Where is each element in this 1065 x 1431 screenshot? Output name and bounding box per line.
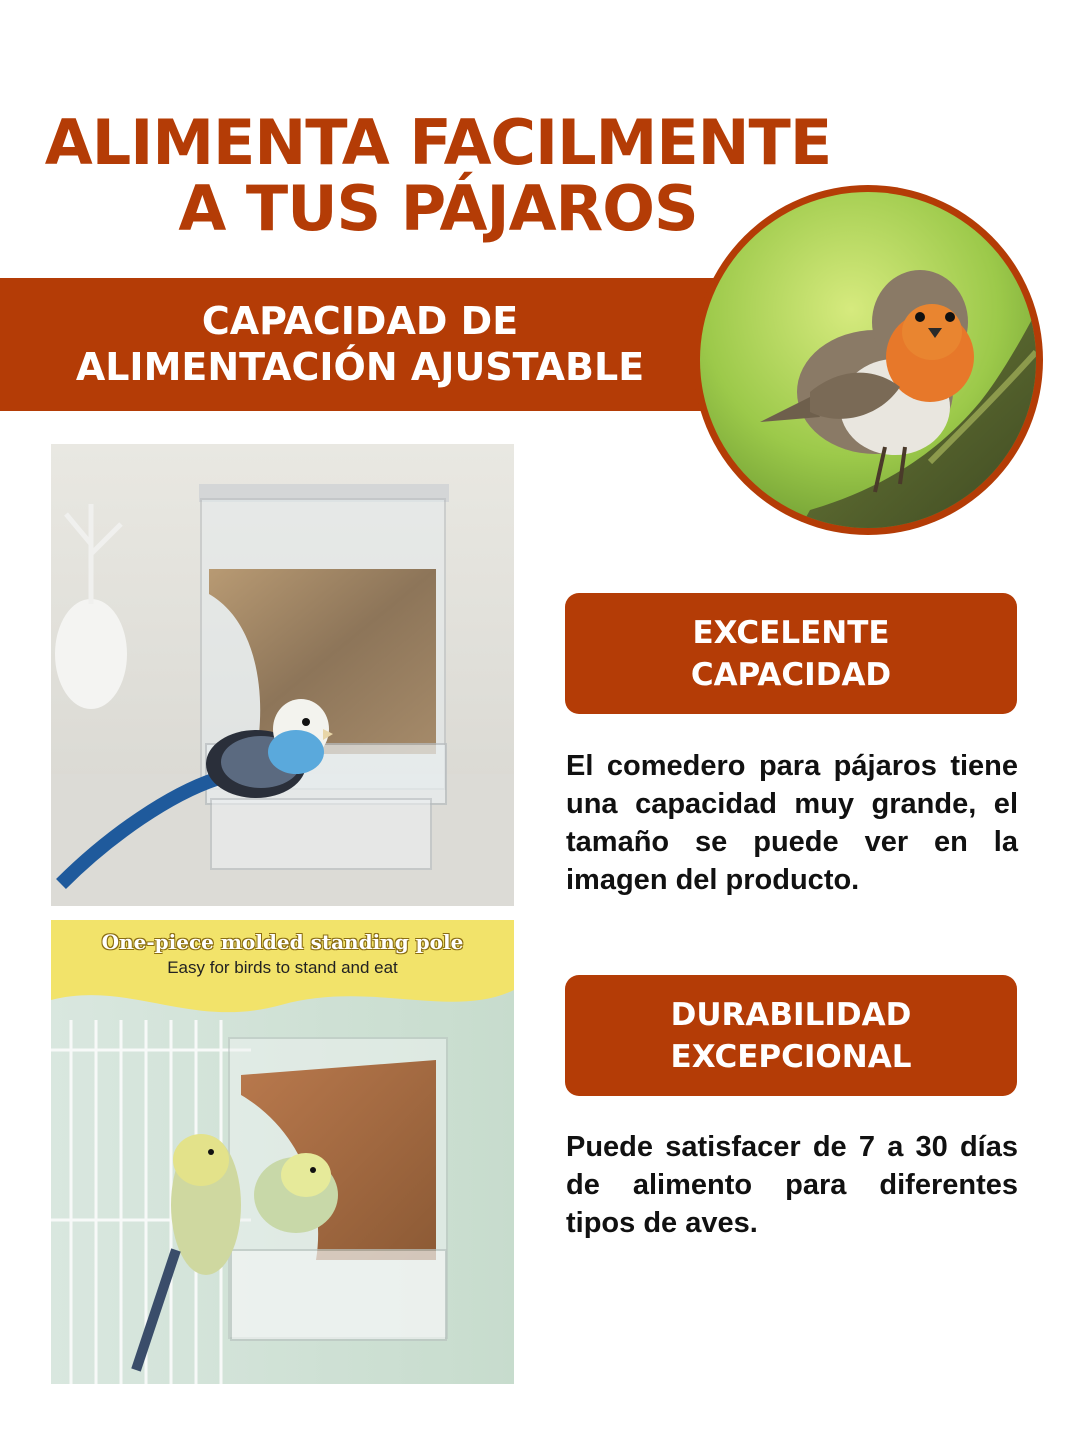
- banner-line2: ALIMENTACIÓN AJUSTABLE: [75, 345, 645, 389]
- feature-description-durability: Puede satisfacer de 7 a 30 días de alimento para diferentes tipos de aves.: [566, 1131, 1018, 1239]
- product-photo-feeder-budgie: [51, 444, 514, 906]
- photo-caption: [51, 920, 514, 978]
- page-title-line2: A TUS PÁJAROS: [178, 171, 698, 245]
- page-title: [0, 105, 876, 245]
- feature-heading-durability-line1: DURABILIDAD: [670, 996, 912, 1033]
- feature-heading-durability: [565, 975, 1017, 1096]
- feature-heading-capacity: [565, 593, 1017, 714]
- banner-line1: CAPACIDAD DE: [201, 299, 519, 343]
- feature-heading-capacity-line1: EXCELENTE: [692, 614, 890, 651]
- photo-caption-title: One-piece molded standing pole: [101, 930, 464, 954]
- photo-caption-subtitle: Easy for birds to stand and eat: [167, 958, 398, 977]
- feature-heading-durability-line2: EXCEPCIONAL: [670, 1038, 912, 1075]
- feature-description-capacity: El comedero para pájaros tiene una capacidad muy grande, el tamaño se puede ver en la imagen del producto.: [566, 750, 1018, 896]
- robin-photo-frame: [693, 185, 1043, 535]
- page-title-line1: ALIMENTA FACILMENTE: [44, 105, 832, 179]
- feature-heading-capacity-line2: CAPACIDAD: [690, 656, 892, 693]
- banner-heading: [0, 298, 720, 390]
- product-photo-standing-pole: [51, 920, 514, 1384]
- robin-photo: [700, 192, 1036, 528]
